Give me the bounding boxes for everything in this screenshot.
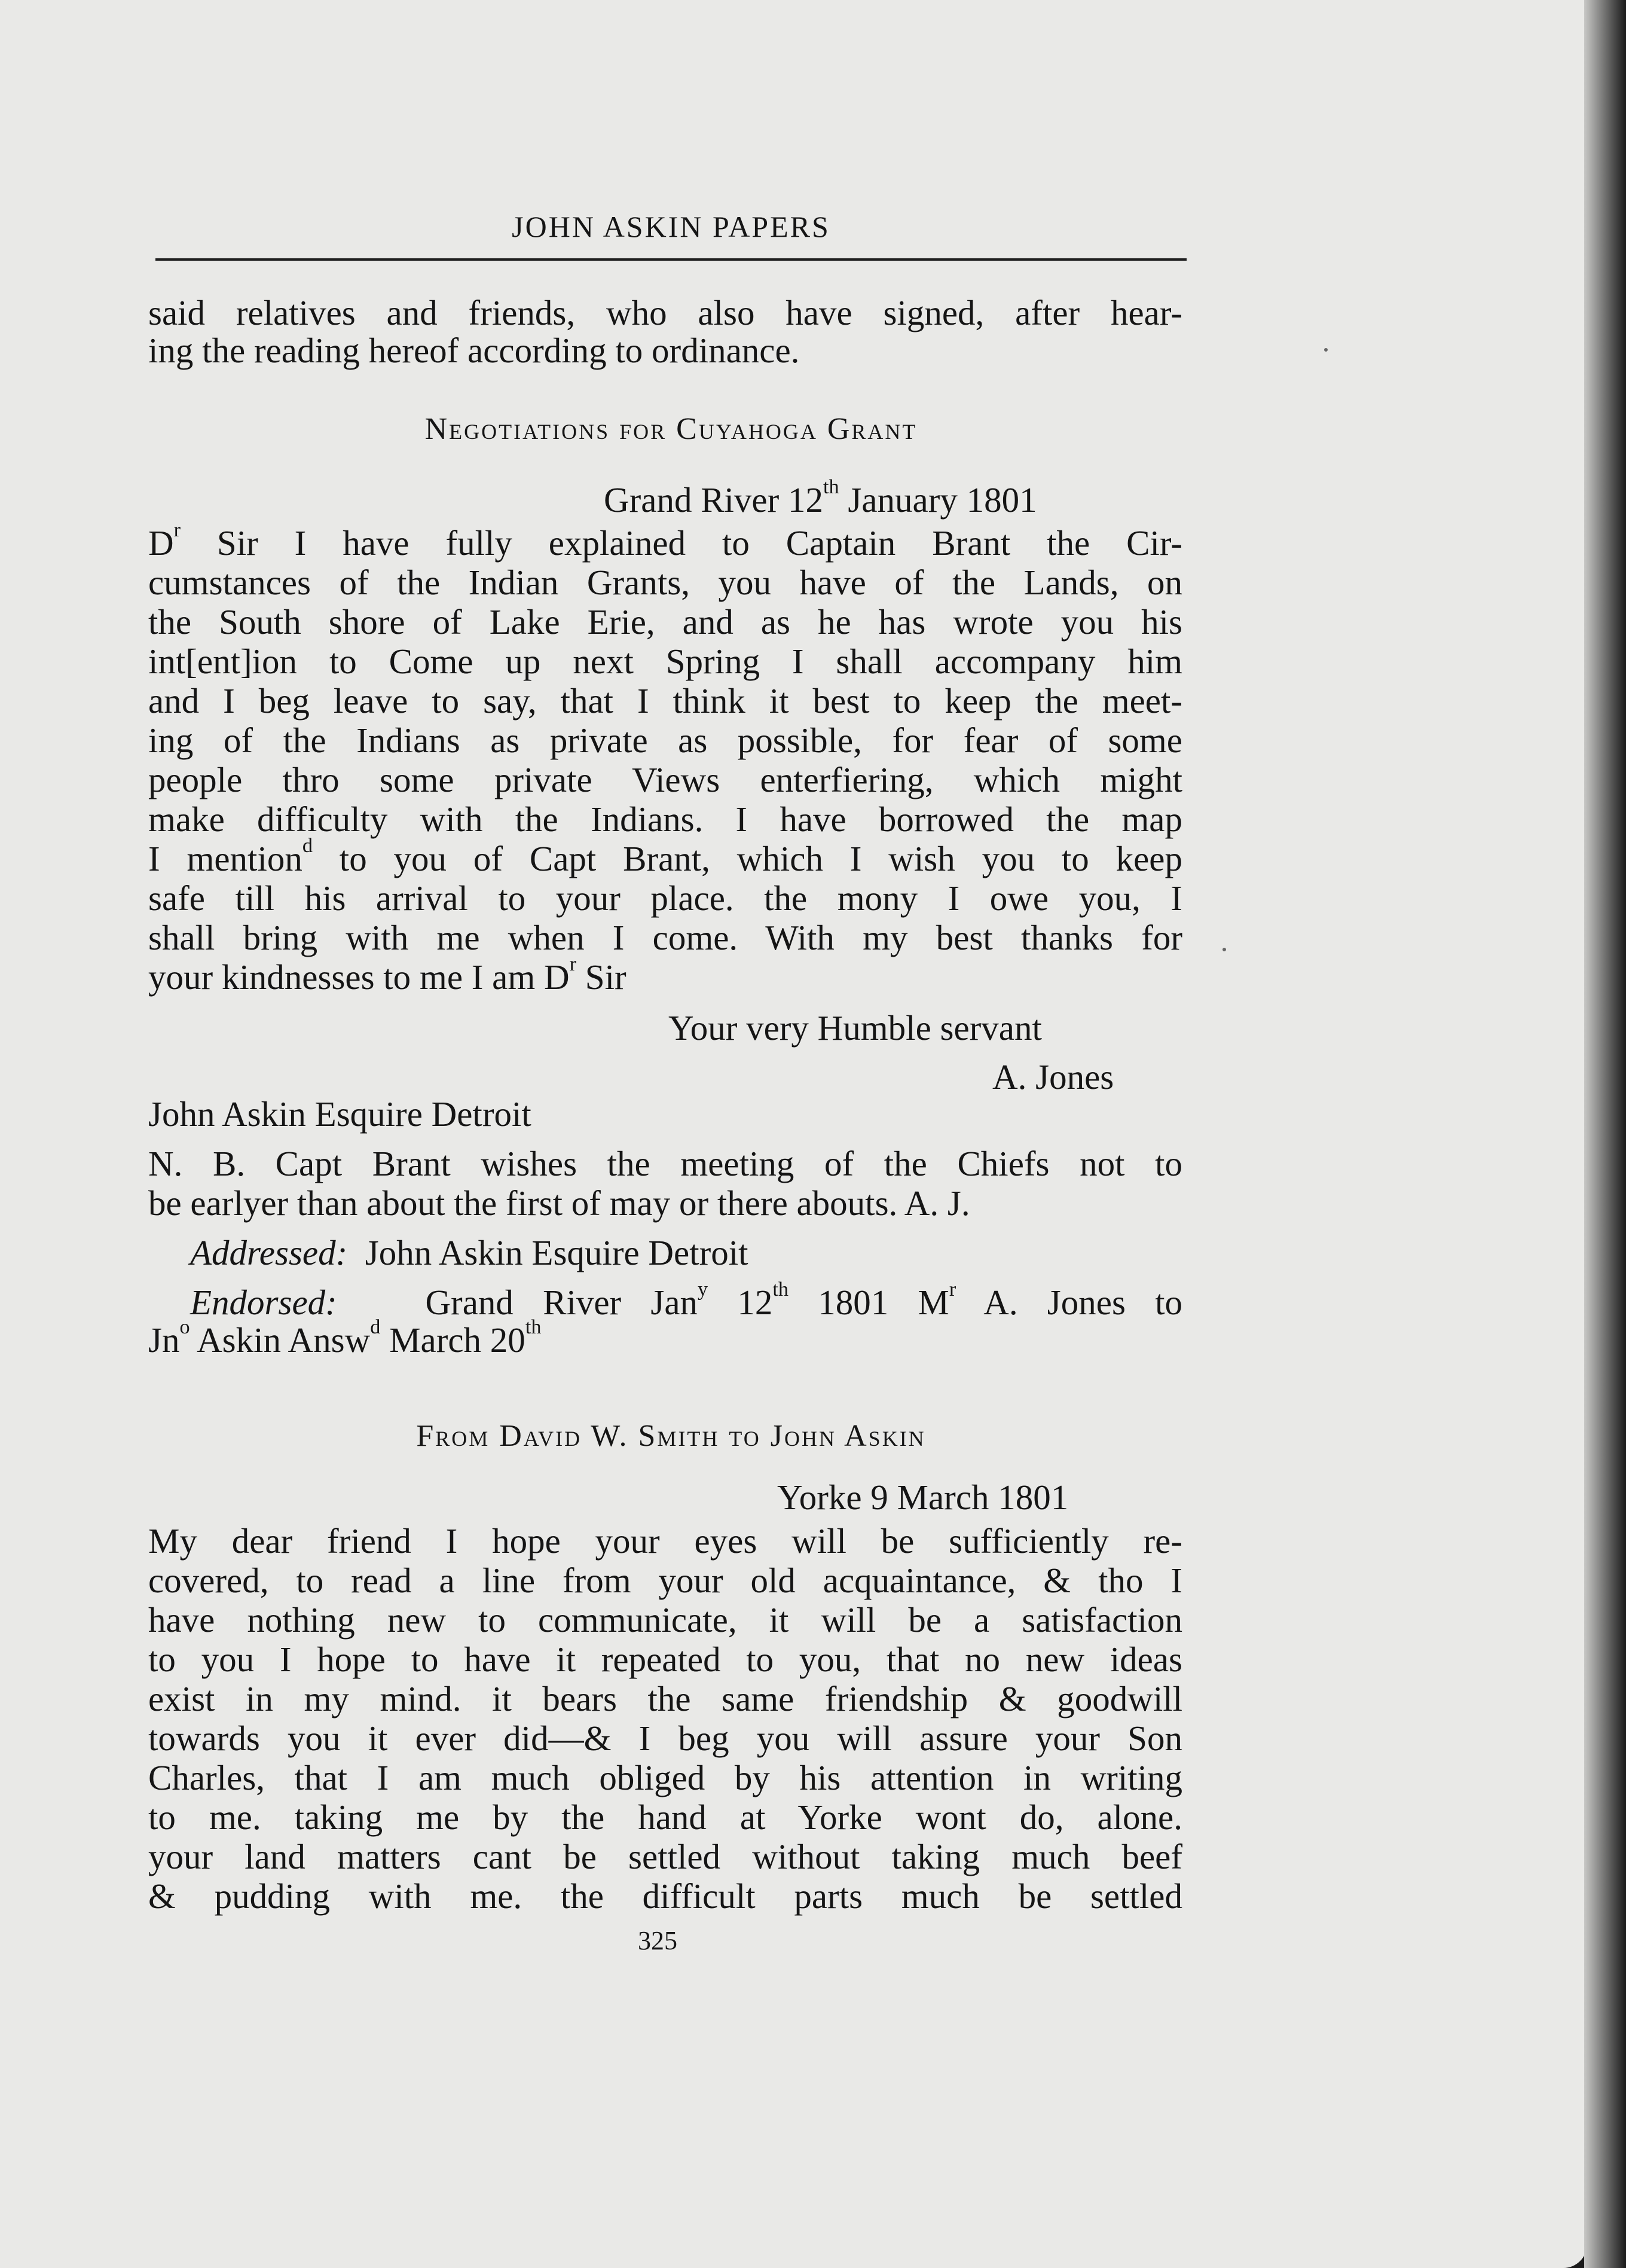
- letter-line: I mention$^d$ to you of Capt Brant, which I wish you to keep: [148, 835, 1182, 878]
- letter-line: to me. taking me by the hand at Yorke wont do, alone.: [148, 1797, 1182, 1837]
- letter-line: have nothing new to communicate, it will be a satisfaction: [148, 1600, 1182, 1640]
- endorsed-note: Endorsed: Grand River Jan$^y$ 12th 1801 $M^r$ A. Jones to: [190, 1278, 1183, 1322]
- paper-speck: [1324, 348, 1328, 352]
- letter-line: and I beg leave to say, that I think it best to keep the meet-: [148, 681, 1182, 721]
- endorsed-label: Endorsed:: [190, 1283, 337, 1322]
- addressed-note: [190, 1233, 748, 1272]
- addressed-text: John Askin Esquire Detroit: [365, 1233, 748, 1272]
- dateline: Yorke 9 March 1801: [777, 1478, 1069, 1517]
- paper-speck: [1222, 948, 1226, 951]
- nb-line: be earlyer than about the first of may or there abouts. A. J.: [148, 1183, 970, 1223]
- letter-line: people thro some private Views enterfiering, which might: [148, 760, 1182, 799]
- letter-addressee: John Askin Esquire Detroit: [148, 1094, 531, 1134]
- letter-line: int[ent]ion to Come up next Spring I shall accompany him: [148, 642, 1182, 681]
- nb-line: N. B. Capt Brant wishes the meeting of the Chiefs not to: [148, 1144, 1182, 1183]
- letter-closing: Your very Humble servant: [668, 1008, 1042, 1048]
- section-heading-text: From David W. Smith to John Askin: [416, 1419, 926, 1453]
- letter-line: make difficulty with the Indians. I have borrowed the map: [148, 799, 1182, 839]
- letter-line: shall bring with me when I come. With my best thanks for: [148, 918, 1182, 957]
- letter-line: towards you it ever did—& I beg you will assure your Son: [148, 1718, 1182, 1758]
- letter-line: cumstances of the Indian Grants, you have of the Lands, on: [148, 563, 1182, 602]
- section-heading: [155, 1418, 1187, 1454]
- letter-signature: A. Jones: [992, 1057, 1114, 1097]
- section-heading-text: Negotiations for Cuyahoga Grant: [424, 412, 918, 446]
- letter-line: the South shore of Lake Erie, and as he has wrote you his: [148, 602, 1182, 642]
- letter-line: exist in my mind. it bears the same friendship & goodwill: [148, 1679, 1182, 1718]
- section-heading: [155, 411, 1187, 447]
- letter-line: Charles, that I am much obliged by his attention in writing: [148, 1758, 1182, 1797]
- letter-line: & pudding with me. the difficult parts much be settled: [148, 1876, 1182, 1916]
- page-number: 325: [638, 1926, 677, 1955]
- letter-line: My dear friend I hope your eyes will be sufficiently re-: [148, 1521, 1182, 1561]
- letter-line: your land matters cant be settled without taking much beef: [148, 1837, 1182, 1876]
- letter-line: safe till his arrival to your place. the mony I owe you, I: [148, 878, 1182, 918]
- running-header: JOHN ASKIN PAPERS: [512, 210, 830, 243]
- header-rule: [155, 258, 1187, 261]
- endorsed-note-line: Jn$^o$ Askin Answ$^d$ March 20th: [148, 1316, 542, 1360]
- letter-line: $D^r$ Sir I have fully explained to Captain Brant the Cir-: [148, 519, 1182, 563]
- addressed-label: Addressed:: [190, 1233, 348, 1272]
- letter-line: covered, to read a line from your old acquaintance, & tho I: [148, 1561, 1182, 1600]
- letter-line: your kindnesses to me I am $D^r$ Sir: [148, 953, 626, 997]
- letter-line: to you I hope to have it repeated to you, that no new ideas: [148, 1640, 1182, 1679]
- intro-line: said relatives and friends, who also have signed, after hear-: [148, 293, 1182, 332]
- intro-line: ing the reading hereof according to ordinance.: [148, 331, 800, 370]
- dateline: Grand River 12th January 1801: [604, 476, 1037, 520]
- page-edge-shadow: [1584, 0, 1626, 2268]
- letter-line: ing of the Indians as private as possible, for fear of some: [148, 721, 1182, 760]
